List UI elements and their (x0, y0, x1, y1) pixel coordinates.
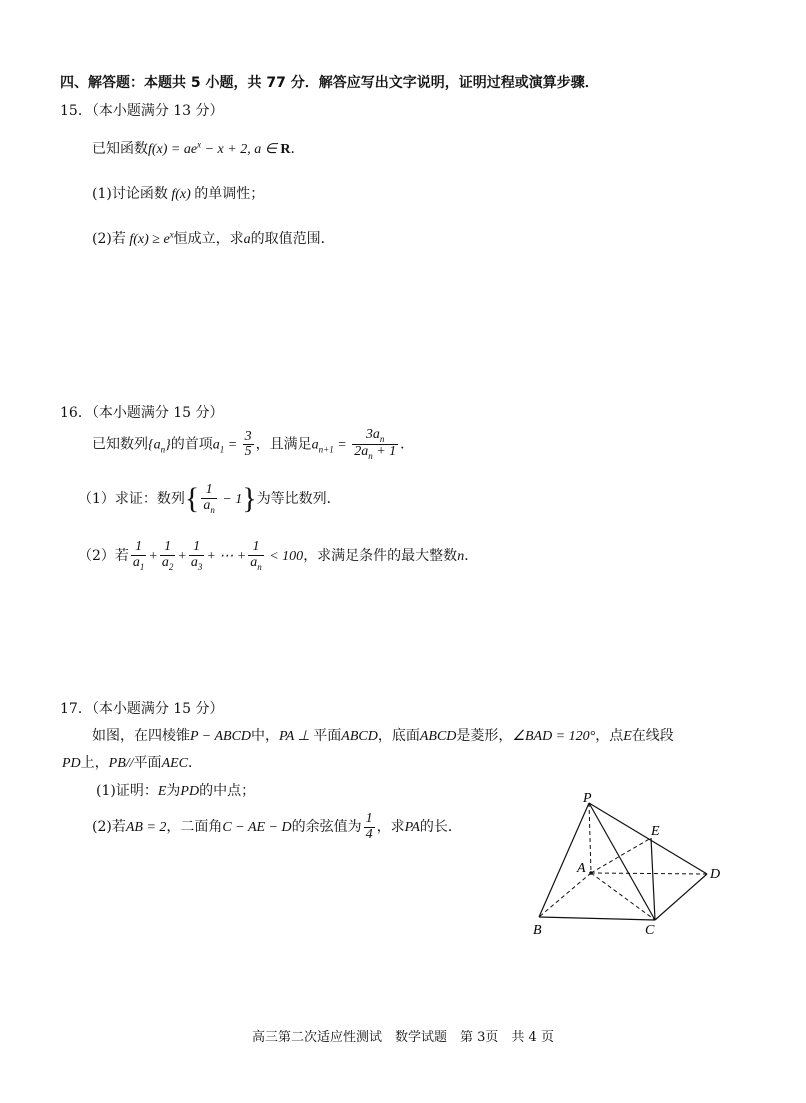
q16-stem: 已知数列$\{a_n\}$的首项$a_1$ = $\frac{3}{5}$ ，且满足$a_{n+1}$ = $\frac{3a_n}{2a_n + 1}$ ． (92, 427, 415, 462)
edge-AE (591, 838, 651, 873)
edge-PD (589, 803, 707, 874)
q17-number: 17．（本小题满分 15 分） (60, 701, 224, 717)
label-C: C (645, 923, 655, 938)
q15-stem: 已知函数$f(x) = ae^x - x + 2$, a ∈ R． (92, 139, 305, 157)
edge-CD (655, 874, 707, 920)
q16-number: 16．（本小题满分 15 分） (60, 405, 224, 421)
pyramid-figure (525, 788, 735, 940)
edge-AB (539, 873, 591, 917)
q16-part2: （2）若 $\frac{1}{a_1}$ + $\frac{1}{a_2}$ + $\frac{1}{a_3}$ + ⋯ + $\frac{1}{a_n}$ < 100，求满足条件的最大整数n． (78, 539, 479, 572)
q15-part2: (2)若 $f(x) \ge e^x$恒成立，求a的取值范围． (92, 229, 335, 247)
q15-part1: (1)讨论函数 f(x) 的单调性； (92, 186, 265, 202)
edge-PB (539, 803, 589, 917)
q16-part1: （1）求证：数列{ $\frac{1}{a_n}$ − 1}为等比数列． (78, 482, 341, 515)
q17-part1: (1)证明：E为PD的中点； (96, 783, 256, 799)
page-footer: 高三第二次适应性测试 数学试题 第 3页 共 4 页 (252, 1030, 554, 1045)
label-B: B (533, 923, 542, 938)
q17-line1: 如图，在四棱锥P − ABCD中，PA ⊥ 平面ABCD，底面ABCD是菱形，∠BAD = 120°，点E在线段 (92, 728, 674, 744)
label-A: A (577, 861, 586, 876)
label-E: E (651, 824, 660, 839)
q17-line2: PD上，PB//平面AEC． (62, 755, 203, 771)
section-heading: 四、解答题：本题共 5 小题，共 77 分．解答应写出文字说明，证明过程或演算步骤． (60, 75, 599, 91)
q17-part2: (2)若AB = 2，二面角C − AE − D的余弦值为 $\frac{1}{4}$ ，求PA的长． (92, 811, 462, 842)
label-D: D (710, 867, 721, 882)
edge-PC (589, 803, 655, 920)
recurrence-fraction: $\frac{3a_n}{2a_n + 1}$ (354, 427, 397, 462)
label-P: P (583, 791, 592, 806)
fraction-3-5: $\frac{3}{5}$ (244, 428, 252, 460)
edge-AD (591, 873, 707, 874)
q15-number: 15．（本小题满分 13 分） (60, 103, 224, 119)
edge-PA (589, 803, 591, 873)
edge-BC (539, 917, 655, 920)
edge-EC (651, 838, 655, 920)
edge-AC (591, 873, 655, 920)
